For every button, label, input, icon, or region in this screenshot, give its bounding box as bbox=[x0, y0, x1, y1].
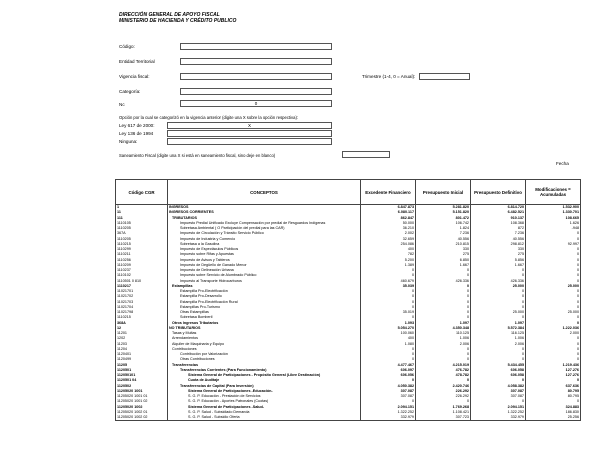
row-concept-cell: TRIBUTARIOS bbox=[168, 216, 361, 221]
row-excedente-cell: 100.060 bbox=[361, 331, 416, 336]
row-code-cell: 1120499 bbox=[116, 357, 168, 362]
row-modificaciones-cell: 2.000 bbox=[526, 331, 581, 336]
row-code-cell: 1 bbox=[116, 205, 168, 211]
row-code-cell: 11021798 bbox=[116, 310, 168, 315]
row-code-cell: 1120401 bbox=[116, 352, 168, 357]
row-modificaciones-cell: 0 bbox=[526, 347, 581, 352]
row-concept-cell: Sistema General de Participaciones -Salud- bbox=[168, 405, 361, 410]
row-definitivo-cell: 0 bbox=[471, 378, 526, 383]
row-code-cell: 1202 bbox=[116, 336, 168, 341]
row-inicial-cell: 275 bbox=[416, 252, 471, 257]
row-modificaciones-cell: 0 bbox=[526, 321, 581, 326]
row-concept-cell: Impuesto de Delineación Urbana bbox=[168, 268, 361, 273]
row-excedente-cell: 1.389 bbox=[361, 263, 416, 268]
row-code-cell: 11203 bbox=[116, 342, 168, 347]
row-inicial-cell: 226.292 bbox=[416, 389, 471, 394]
table-header-row bbox=[116, 180, 581, 205]
row-excedente-cell: 0 bbox=[361, 315, 416, 320]
row-inicial-cell: 0 bbox=[416, 268, 471, 273]
row-modificaciones-cell: 0 bbox=[526, 247, 581, 252]
row-excedente-cell: 0 bbox=[361, 268, 416, 273]
ley136-input[interactable] bbox=[167, 130, 332, 137]
row-excedente-cell: 35.019 bbox=[361, 310, 416, 315]
row-excedente-cell: 36.210 bbox=[361, 226, 416, 231]
row-definitivo-cell: 0 bbox=[471, 357, 526, 362]
row-concept-cell: Sistema General de Participaciones - Propósito General (Libre Destinación) bbox=[168, 373, 361, 378]
row-definitivo-cell: 0 bbox=[471, 300, 526, 305]
row-modificaciones-cell: 25.000 bbox=[526, 284, 581, 289]
column-header: CONCEPTOS bbox=[168, 180, 361, 205]
row-excedente-cell: 1.080 bbox=[361, 342, 416, 347]
row-concept-cell: Otras Contribuciones bbox=[168, 357, 361, 362]
row-modificaciones-cell: 127.276 bbox=[526, 368, 581, 373]
row-code-cell: 1110205 bbox=[116, 237, 168, 242]
row-inicial-cell: 1.667 bbox=[416, 263, 471, 268]
row-definitivo-cell: 2.094.151 bbox=[471, 405, 526, 410]
row-code-cell: 11021701 bbox=[116, 289, 168, 294]
row-inicial-cell: 106.742 bbox=[416, 221, 471, 226]
row-modificaciones-cell: 0 bbox=[526, 399, 581, 404]
row-concept-cell: Estampillas Pro-Turismo bbox=[168, 305, 361, 310]
row-concept-cell: S. G. P. Educación - Prestación de Servicios bbox=[168, 394, 361, 399]
row-modificaciones-cell: 1.532.900 bbox=[526, 205, 581, 211]
row-modificaciones-cell: 1.626 bbox=[526, 221, 581, 226]
row-modificaciones-cell: 0 bbox=[526, 378, 581, 383]
entidad-label: Entidad Territorial bbox=[119, 59, 155, 64]
row-code-cell: 11205020 1002 02 bbox=[116, 415, 168, 421]
row-code-cell: 1110215 bbox=[116, 315, 168, 320]
row-excedente-cell: 32.659 bbox=[361, 237, 416, 242]
row-concept-cell: Impuesto de Circulación y Tránsito Servicio Público bbox=[168, 231, 361, 236]
budget-table bbox=[115, 179, 581, 421]
row-excedente-cell: 1.093 bbox=[361, 321, 416, 326]
row-concept-cell: Otros Ingresos Tributarios bbox=[168, 321, 361, 326]
row-code-cell: 1110105 bbox=[116, 221, 168, 226]
row-excedente-cell: 0 bbox=[361, 378, 416, 383]
row-concept-cell: INGRESOS bbox=[168, 205, 361, 211]
row-excedente-cell: 307.087 bbox=[361, 389, 416, 394]
ley617-label: Ley 617 de 2000: bbox=[119, 123, 155, 128]
nc-label: Nc bbox=[119, 102, 125, 107]
row-inicial-cell: 0 bbox=[416, 289, 471, 294]
row-inicial-cell: 0 bbox=[416, 399, 471, 404]
trimestre-input[interactable] bbox=[419, 73, 470, 80]
row-modificaciones-cell: 1.219.436 bbox=[526, 363, 581, 368]
row-definitivo-cell: 25.000 bbox=[471, 310, 526, 315]
row-modificaciones-cell: 324.883 bbox=[526, 405, 581, 410]
row-definitivo-cell: 606.058 bbox=[471, 373, 526, 378]
row-inicial-cell: 4.215.019 bbox=[416, 363, 471, 368]
row-excedente-cell: 4.477.467 bbox=[361, 363, 416, 368]
table-body bbox=[116, 205, 581, 421]
row-definitivo-cell: 0 bbox=[471, 305, 526, 310]
codigo-input[interactable] bbox=[180, 43, 332, 50]
row-concept-cell: Estampilla Pro-Desarrollo bbox=[168, 294, 361, 299]
row-definitivo-cell: 25.000 bbox=[471, 284, 526, 289]
row-modificaciones-cell: 25.256 bbox=[526, 415, 581, 421]
trimestre-label: Trimestre (1-4, 0 = Anual): bbox=[362, 74, 416, 79]
row-definitivo-cell: 6.814.720 bbox=[471, 205, 526, 211]
row-code-cell: 11 bbox=[116, 210, 168, 215]
row-inicial-cell: 1.108.421 bbox=[416, 410, 471, 415]
row-code-cell: 1110256 bbox=[116, 258, 168, 263]
row-inicial-cell: 4.350.348 bbox=[416, 326, 471, 331]
row-definitivo-cell: 330 bbox=[471, 247, 526, 252]
row-definitivo-cell: 2.006 bbox=[471, 342, 526, 347]
row-modificaciones-cell: 80.795 bbox=[526, 394, 581, 399]
row-concept-cell: Contribución por Valorización bbox=[168, 352, 361, 357]
row-concept-cell: Arrendamientos bbox=[168, 336, 361, 341]
row-definitivo-cell: 5.434.455 bbox=[471, 363, 526, 368]
row-modificaciones-cell: 0 bbox=[526, 263, 581, 268]
row-modificaciones-cell: 108.665 bbox=[526, 216, 581, 221]
row-excedente-cell: 0 bbox=[361, 294, 416, 299]
row-inicial-cell: 1.769.268 bbox=[416, 405, 471, 410]
row-modificaciones-cell: 0 bbox=[526, 231, 581, 236]
row-inicial-cell: 5.281.820 bbox=[416, 205, 471, 211]
ley617-input[interactable]: X bbox=[167, 122, 332, 129]
row-code-cell: 368A bbox=[116, 321, 168, 326]
row-excedente-cell: 0 bbox=[361, 357, 416, 362]
row-code-cell: 1120502 bbox=[116, 384, 168, 389]
row-inicial-cell: 476.782 bbox=[416, 368, 471, 373]
row-excedente-cell: 460.679 bbox=[361, 279, 416, 284]
row-concept-cell: Transferencias bbox=[168, 363, 361, 368]
header-line-1: DIRECCIÓN GENERAL DE APOYO FISCAL bbox=[119, 12, 220, 18]
row-concept-cell: S. G. P. Salud - Subsidiado Demanda bbox=[168, 410, 361, 415]
row-modificaciones-cell: 0 bbox=[526, 273, 581, 278]
row-modificaciones-cell: 0 bbox=[526, 258, 581, 263]
row-inicial-cell: 0 bbox=[416, 305, 471, 310]
codigo-label: Código: bbox=[119, 44, 135, 49]
row-code-cell: 11021703 bbox=[116, 300, 168, 305]
fecha-label: Fecha bbox=[556, 161, 569, 166]
row-concept-cell: Impuesto sobre Rifas y Apuestas bbox=[168, 252, 361, 257]
row-excedente-cell: 50.000 bbox=[361, 221, 416, 226]
row-definitivo-cell: 606.058 bbox=[471, 368, 526, 373]
row-inicial-cell: 426.336 bbox=[416, 279, 471, 284]
column-header: Presupuesto Definitivo bbox=[471, 180, 526, 205]
row-code-cell: 1110102 bbox=[116, 273, 168, 278]
row-inicial-cell: 0 bbox=[416, 357, 471, 362]
row-modificaciones-cell: 0 bbox=[526, 268, 581, 273]
row-definitivo-cell: 0 bbox=[471, 352, 526, 357]
row-inicial-cell: 0 bbox=[416, 352, 471, 357]
row-excedente-cell: 6.847.873 bbox=[361, 205, 416, 211]
row-definitivo-cell: 1.006 bbox=[471, 336, 526, 341]
row-inicial-cell: 1.006 bbox=[416, 336, 471, 341]
row-inicial-cell: 1.097 bbox=[416, 321, 471, 326]
row-definitivo-cell: 1.322.252 bbox=[471, 410, 526, 415]
row-excedente-cell: 2.002 bbox=[361, 231, 416, 236]
row-modificaciones-cell: 0 bbox=[526, 315, 581, 320]
ninguna-label: Ninguna: bbox=[119, 139, 138, 144]
row-concept-cell: Impuesto de Avisos y Tableros bbox=[168, 258, 361, 263]
row-inicial-cell: 2.420.746 bbox=[416, 384, 471, 389]
row-concept-cell: Impuesto Predial Unificado Excluye Compensación por predial de Resguardos Indígenas bbox=[168, 221, 361, 226]
row-concept-cell: Impuesto de Industria y Comercio bbox=[168, 237, 361, 242]
row-excedente-cell: 254.086 bbox=[361, 242, 416, 247]
row-inicial-cell: 40.556 bbox=[416, 237, 471, 242]
row-excedente-cell: 5.200 bbox=[361, 258, 416, 263]
row-excedente-cell: 1.322.252 bbox=[361, 410, 416, 415]
header-line-2: MINISTERIO DE HACIENDA Y CRÉDITO PUBLICO bbox=[119, 18, 237, 24]
row-concept-cell: Sobretasa a la Gasolina bbox=[168, 242, 361, 247]
row-definitivo-cell: 108.368 bbox=[471, 221, 526, 226]
row-code-cell: 111 bbox=[116, 216, 168, 221]
row-modificaciones-cell: 25.000 bbox=[526, 310, 581, 315]
row-code-cell: 1120501 bbox=[116, 368, 168, 373]
vigencia-input[interactable] bbox=[180, 73, 332, 80]
row-concept-cell: Sobretasa Bomberil bbox=[168, 315, 361, 320]
row-code-cell: 1110205 bbox=[116, 226, 168, 231]
row-definitivo-cell: 332.979 bbox=[471, 415, 526, 421]
row-modificaciones-cell: 1.330.701 bbox=[526, 210, 581, 215]
row-inicial-cell: 0 bbox=[416, 284, 471, 289]
row-concept-cell: Impuesto de Espectáculos Públicos bbox=[168, 247, 361, 252]
row-inicial-cell: 801.472 bbox=[416, 216, 471, 221]
row-concept-cell: Impuesto al Transporte Hidrocarburos bbox=[168, 279, 361, 284]
row-definitivo-cell: 0 bbox=[471, 399, 526, 404]
row-inicial-cell: 478.782 bbox=[416, 373, 471, 378]
row-modificaciones-cell: 0 bbox=[526, 305, 581, 310]
row-inicial-cell: 0 bbox=[416, 294, 471, 299]
row-code-cell: 1110501 0 810 bbox=[116, 279, 168, 284]
row-inicial-cell: 7.236 bbox=[416, 231, 471, 236]
ley136-label: Ley 136 de 1994 bbox=[119, 131, 154, 136]
row-inicial-cell: 210.815 bbox=[416, 242, 471, 247]
row-definitivo-cell: 275 bbox=[471, 252, 526, 257]
column-header: Código CGR bbox=[116, 180, 168, 205]
row-code-cell: 367A bbox=[116, 231, 168, 236]
row-modificaciones-cell: 0 bbox=[526, 342, 581, 347]
row-inicial-cell: 110.125 bbox=[416, 331, 471, 336]
row-code-cell: 11205020 1001 bbox=[116, 389, 168, 394]
row-inicial-cell: 226.292 bbox=[416, 394, 471, 399]
row-inicial-cell: 0 bbox=[416, 273, 471, 278]
row-excedente-cell: 35.039 bbox=[361, 284, 416, 289]
row-definitivo-cell: 426.336 bbox=[471, 279, 526, 284]
column-header: Modificaciones = Acumuladas bbox=[526, 180, 581, 205]
row-concept-cell: Sobretasa Ambiental ( O Participación del predial para las CAR) bbox=[168, 226, 361, 231]
row-definitivo-cell: 0 bbox=[471, 347, 526, 352]
row-concept-cell: Transferencias Corrientes (Para Funcionamiento) bbox=[168, 368, 361, 373]
row-code-cell: 11205020 1001 02 bbox=[116, 399, 168, 404]
row-code-cell: 11205020 1001 01 bbox=[116, 394, 168, 399]
row-code-cell: 1110215 bbox=[116, 242, 168, 247]
row-concept-cell: NO TRIBUTARIOS bbox=[168, 326, 361, 331]
row-definitivo-cell: 7.236 bbox=[471, 231, 526, 236]
row-inicial-cell: 0 bbox=[416, 310, 471, 315]
row-excedente-cell: 6.080.117 bbox=[361, 210, 416, 215]
row-code-cell: 11021704 bbox=[116, 305, 168, 310]
row-definitivo-cell: 0 bbox=[471, 273, 526, 278]
row-modificaciones-cell: -948 bbox=[526, 226, 581, 231]
row-excedente-cell: 307.087 bbox=[361, 394, 416, 399]
column-header: Presupuesto Inicial bbox=[416, 180, 471, 205]
row-definitivo-cell: 0 bbox=[471, 289, 526, 294]
row-excedente-cell: 5.054.270 bbox=[361, 326, 416, 331]
row-inicial-cell: 2.006 bbox=[416, 342, 471, 347]
row-excedente-cell: 332.979 bbox=[361, 415, 416, 421]
row-code-cell: 1110237 bbox=[116, 268, 168, 273]
row-inicial-cell: 0 bbox=[416, 378, 471, 383]
row-code-cell: 112050101 bbox=[116, 373, 168, 378]
row-concept-cell: Estampillas bbox=[168, 284, 361, 289]
row-definitivo-cell: 6.482.521 bbox=[471, 210, 526, 215]
row-definitivo-cell: 0 bbox=[471, 294, 526, 299]
vigencia-label: Vigencia fiscal: bbox=[119, 74, 150, 79]
row-inicial-cell: 1.824 bbox=[416, 226, 471, 231]
row-code-cell: 1110209 bbox=[116, 263, 168, 268]
row-code-cell: 1120501 04 bbox=[116, 378, 168, 383]
row-definitivo-cell: 40.556 bbox=[471, 237, 526, 242]
row-inicial-cell: 5.151.820 bbox=[416, 210, 471, 215]
row-code-cell: 1110299 bbox=[116, 247, 168, 252]
row-code-cell: 12 bbox=[116, 326, 168, 331]
row-excedente-cell: 0 bbox=[361, 300, 416, 305]
row-definitivo-cell: 1.097 bbox=[471, 321, 526, 326]
row-definitivo-cell: 116.125 bbox=[471, 331, 526, 336]
row-definitivo-cell: 307.087 bbox=[471, 389, 526, 394]
table-row bbox=[116, 415, 581, 421]
row-code-cell: 11201 bbox=[116, 331, 168, 336]
row-concept-cell: Sistema General de Participaciones -Educación- bbox=[168, 389, 361, 394]
row-code-cell: 11204 bbox=[116, 347, 168, 352]
row-definitivo-cell: 4.058.382 bbox=[471, 384, 526, 389]
entidad-input[interactable] bbox=[180, 58, 332, 65]
row-inicial-cell: 0 bbox=[416, 300, 471, 305]
row-concept-cell: Impuesto de Degüello de Ganado Menor bbox=[168, 263, 361, 268]
row-modificaciones-cell: 186.830 bbox=[526, 410, 581, 415]
row-excedente-cell: 782 bbox=[361, 252, 416, 257]
row-modificaciones-cell: 0 bbox=[526, 237, 581, 242]
row-concept-cell: Estampilla Pro-Electrificación bbox=[168, 289, 361, 294]
row-excedente-cell: 400 bbox=[361, 247, 416, 252]
column-header: Excedente Financiero bbox=[361, 180, 416, 205]
row-modificaciones-cell: 637.636 bbox=[526, 384, 581, 389]
row-excedente-cell: 862.847 bbox=[361, 216, 416, 221]
row-inicial-cell: 6.850 bbox=[416, 258, 471, 263]
row-excedente-cell: 606.056 bbox=[361, 373, 416, 378]
row-modificaciones-cell: 0 bbox=[526, 279, 581, 284]
row-excedente-cell: 0 bbox=[361, 273, 416, 278]
row-code-cell: 1110217 bbox=[116, 284, 168, 289]
row-modificaciones-cell: 1.222.036 bbox=[526, 326, 581, 331]
ninguna-input[interactable] bbox=[167, 138, 332, 145]
row-definitivo-cell: 0 bbox=[471, 315, 526, 320]
saneamiento-label: Saneamiento Fiscal (digite una X si está en saneamiento fiscal, sino deje en blanco) bbox=[119, 153, 276, 158]
row-concept-cell: Impuesto sobre Servicio de Alumbrado Público bbox=[168, 273, 361, 278]
row-modificaciones-cell: 0 bbox=[526, 300, 581, 305]
row-excedente-cell: 0 bbox=[361, 352, 416, 357]
saneamiento-input[interactable] bbox=[342, 151, 390, 158]
row-modificaciones-cell: 0 bbox=[526, 357, 581, 362]
row-excedente-cell: 2.094.151 bbox=[361, 405, 416, 410]
row-modificaciones-cell: 92.997 bbox=[526, 242, 581, 247]
row-excedente-cell: 0 bbox=[361, 399, 416, 404]
row-concept-cell: Tasas y Multas bbox=[168, 331, 361, 336]
row-code-cell: 11021702 bbox=[116, 294, 168, 299]
row-inicial-cell: 307.723 bbox=[416, 415, 471, 421]
row-excedente-cell: 0 bbox=[361, 305, 416, 310]
opcion-label: Opción por la cual se categorizó en la vigencia anterior (digite una X sobre la opción respectiva): bbox=[119, 115, 298, 120]
row-definitivo-cell: 910.137 bbox=[471, 216, 526, 221]
row-code-cell: 11205020 1002 bbox=[116, 405, 168, 410]
row-concept-cell: INGRESOS CORRIENTES bbox=[168, 210, 361, 215]
row-modificaciones-cell: 0 bbox=[526, 252, 581, 257]
row-excedente-cell: 0 bbox=[361, 289, 416, 294]
row-modificaciones-cell: 0 bbox=[526, 289, 581, 294]
categoria-input[interactable] bbox=[180, 88, 332, 95]
row-code-cell: 11205 bbox=[116, 363, 168, 368]
row-definitivo-cell: 0 bbox=[471, 268, 526, 273]
row-concept-cell: S. G. P. Salud - Subsidio Oferta bbox=[168, 415, 361, 421]
nc-input[interactable]: 0 bbox=[180, 100, 332, 107]
row-concept-cell: Transferencias de Capital (Para Inversión) bbox=[168, 384, 361, 389]
row-definitivo-cell: 298.812 bbox=[471, 242, 526, 247]
row-definitivo-cell: 872 bbox=[471, 226, 526, 231]
row-concept-cell: Alquiler de Maquinaria y Equipo bbox=[168, 342, 361, 347]
row-excedente-cell: 606.097 bbox=[361, 368, 416, 373]
row-definitivo-cell: 5.572.384 bbox=[471, 326, 526, 331]
row-excedente-cell: 0 bbox=[361, 347, 416, 352]
row-excedente-cell: 4.050.382 bbox=[361, 384, 416, 389]
row-inicial-cell: 0 bbox=[416, 315, 471, 320]
row-modificaciones-cell: 0 bbox=[526, 336, 581, 341]
row-code-cell: 11205020 1002 01 bbox=[116, 410, 168, 415]
row-concept-cell: Otras Estampillas bbox=[168, 310, 361, 315]
row-concept-cell: Cuota de Auditaje bbox=[168, 378, 361, 383]
row-code-cell: 1110211 bbox=[116, 252, 168, 257]
row-modificaciones-cell: 80.795 bbox=[526, 389, 581, 394]
categoria-label: Categoría: bbox=[119, 89, 141, 94]
row-concept-cell: Estampilla Pro-Electrificación Rural bbox=[168, 300, 361, 305]
row-concept-cell: S. G. P. Educación - Aportes Patronales (Cuotas) bbox=[168, 399, 361, 404]
row-excedente-cell: 400 bbox=[361, 336, 416, 341]
row-concept-cell: Contribuciones bbox=[168, 347, 361, 352]
row-inicial-cell: 330 bbox=[416, 247, 471, 252]
row-definitivo-cell: 307.087 bbox=[471, 394, 526, 399]
row-modificaciones-cell: 0 bbox=[526, 352, 581, 357]
row-modificaciones-cell: 127.276 bbox=[526, 373, 581, 378]
row-definitivo-cell: 1.667 bbox=[471, 263, 526, 268]
row-inicial-cell: 0 bbox=[416, 347, 471, 352]
row-definitivo-cell: 5.856 bbox=[471, 258, 526, 263]
row-modificaciones-cell: 0 bbox=[526, 294, 581, 299]
